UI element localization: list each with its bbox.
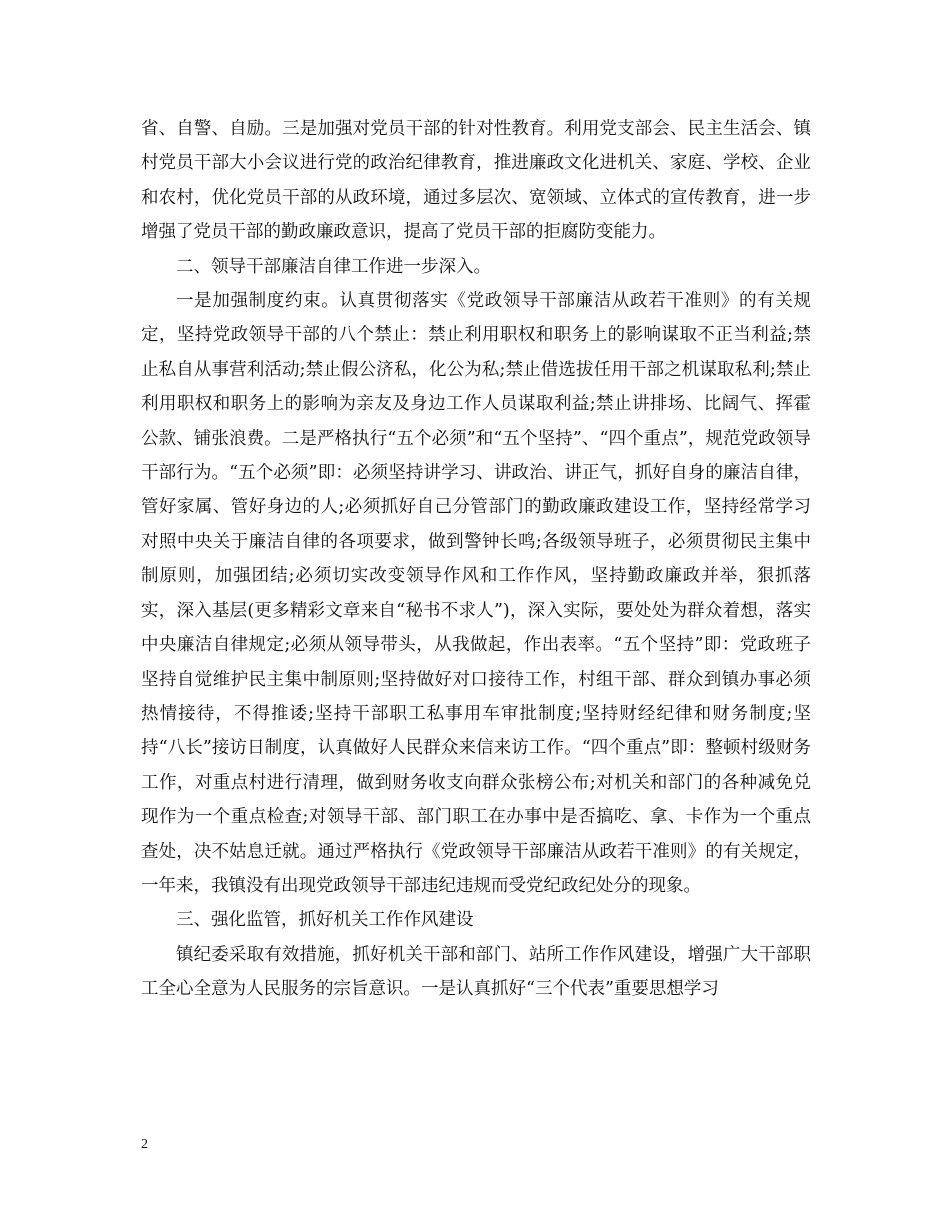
paragraph-continued: 省、自警、自励。三是加强对党员干部的针对性教育。利用党支部会、民主生活会、镇村党员干部大小会议进行党的政治纪律教育，推进廉政文化进机关、家庭、学校、企业和农村，优化党员干部的从政环境，通过多层次、宽领域、立体式的宣传教育，进一步增强了党员干部的勤政廉政意识，提高了党员干部的拒腐防变能力。 — [141, 119, 811, 243]
heading-section-three: 三、强化监管，抓好机关工作作风建设 — [176, 910, 474, 931]
paragraph-section-three-body: 镇纪委采取有效措施，抓好机关干部和部门、站所工作作风建设，增强广大干部职工全心全意为人民服务的宗旨意识。一是认真抓好“三个代表”重要思想学习 — [141, 944, 811, 1000]
paragraph-section-two-body: 一是加强制度约束。认真贯彻落实《党政领导干部廉洁从政若干准则》的有关规定，坚持党政领导干部的八个禁止：禁止利用职权和职务上的影响谋取不正当利益;禁止私自从事营利活动;禁止假公济私，化公为私;禁止借选拔任用干部之机谋取私利;禁止利用职权和职务上的影响为亲友及身边工作人员谋取利益;禁止讲排场、比阔气、挥霍公款、铺张浪费。二是严格执行“五个必须”和“五个坚持”、“四个重点”，规范党政领导干部行为。“五个必须”即：必须坚持讲学习、讲政治、讲正气，抓好自身的廉洁自律，管好家属、管好身边的人;必须抓好自己分管部门的勤政廉政建设工作，坚持经常学习对照中央关于廉洁自律的各项要求，做到警钟长鸣;各级领导班子，必须贯彻民主集中制原则，加强团结;必须切实改变领导作风和工作作风，坚持勤政廉政并举，狠抓落实，深入基层(更多精彩文章来自“秘书不求人”)，深入实际，要处处为群众着想，落实中央廉洁自律规定;必须从领导带头，从我做起，作出表率。“五个坚持”即：党政班子坚持自觉维护民主集中制原则;坚持做好对口接待工作，村组干部、群众到镇办事必须热情接待，不得推诿;坚持干部职工私事用车审批制度;坚持财经纪律和财务制度;坚持“八长”接访日制度，认真做好人民群众来信来访工作。“四个重点”即：整顿村级财务工作，对重点村进行清理，做到财务收支向群众张榜公布;对机关和部门的各种减免兑现作为一个重点检查;对领导干部、部门职工在办事中是否搞吃、拿、卡作为一个重点查处，决不姑息迁就。通过严格执行《党政领导干部廉洁从政若干准则》的有关规定，一年来，我镇没有出现党政领导干部违纪违规而受党纪政纪处分的现象。 — [141, 291, 811, 896]
page-number: 2 — [141, 1137, 148, 1152]
heading-section-two: 二、领导干部廉洁自律工作进一步深入。 — [176, 256, 491, 277]
document-body — [141, 112, 811, 1007]
